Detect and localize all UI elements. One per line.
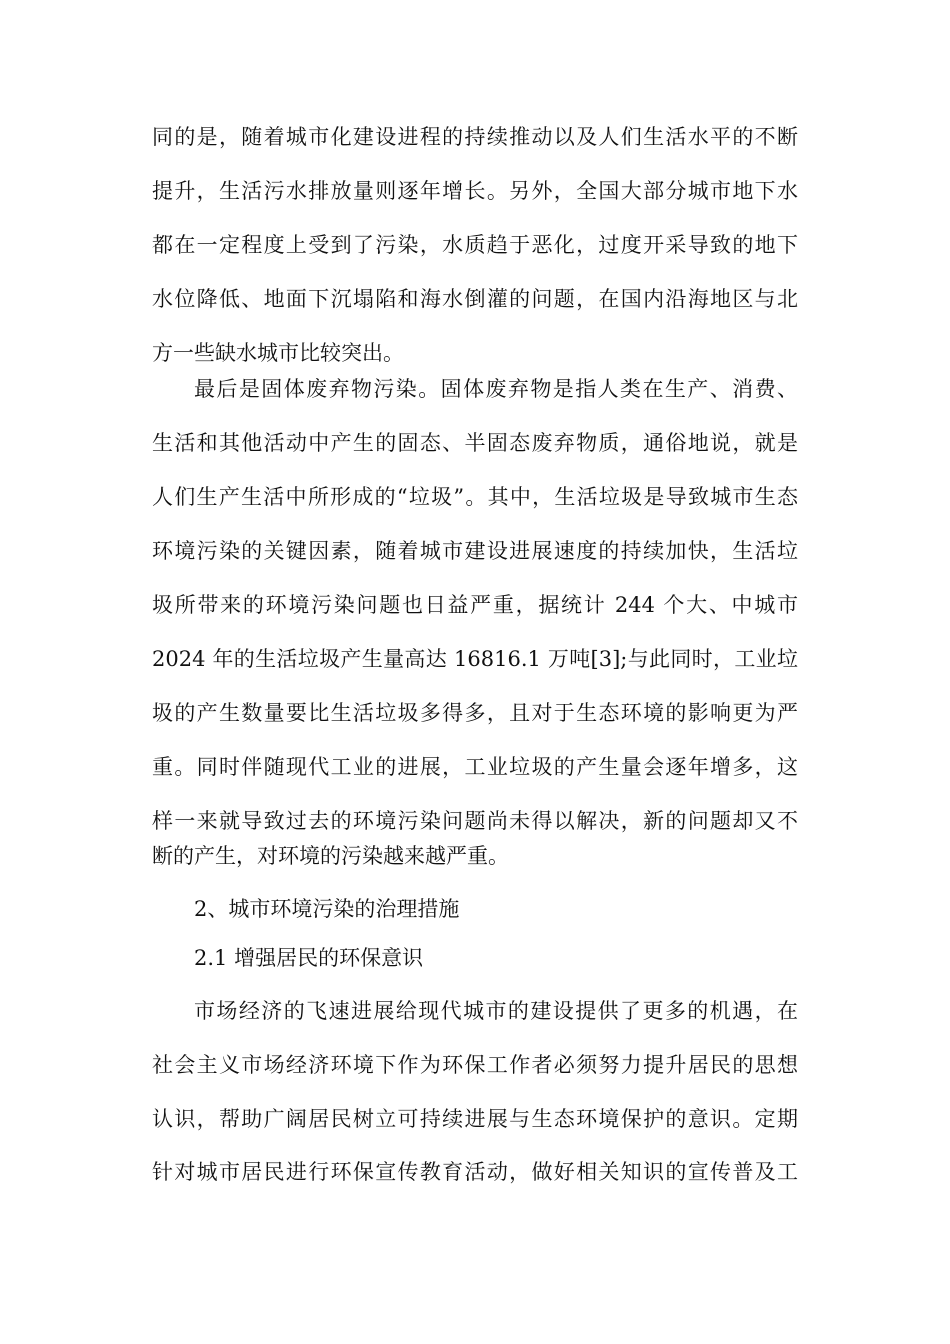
text-line: 社会主义市场经济环境下作为环保工作者必须努力提升居民的思想 (152, 1053, 798, 1077)
subsection-heading: 2.1 增强居民的环保意识 (194, 946, 424, 970)
text-line: 人们生产生活中所形成的“垃圾”。其中，生活垃圾是导致城市生态 (152, 485, 798, 509)
text-line: 水位降低、地面下沉塌陷和海水倒灌的问题，在国内沿海地区与北 (152, 287, 798, 311)
text-line: 断的产生，对环境的污染越来越严重。 (152, 844, 509, 868)
paragraph-first-line: 最后是固体废弃物污染。固体废弃物是指人类在生产、消费、 (194, 377, 798, 401)
text-line: 样一来就导致过去的环境污染问题尚未得以解决，新的问题却又不 (152, 809, 798, 833)
text-line: 针对城市居民进行环保宣传教育活动，做好相关知识的宣传普及工 (152, 1160, 798, 1184)
text-line: 环境污染的关键因素，随着城市建设进展速度的持续加快，生活垃 (152, 539, 798, 563)
text-line: 方一些缺水城市比较突出。 (152, 341, 404, 365)
paragraph-first-line: 市场经济的飞速进展给现代城市的建设提供了更多的机遇，在 (194, 999, 798, 1023)
text-line: 圾的产生数量要比生活垃圾多得多，且对于生态环境的影响更为严 (152, 701, 798, 725)
text-line: 同的是，随着城市化建设进程的持续推动以及人们生活水平的不断 (152, 125, 798, 149)
text-line: 生活和其他活动中产生的固态、半固态废弃物质，通俗地说，就是 (152, 431, 798, 455)
text-line: 重。同时伴随现代工业的进展，工业垃圾的产生量会逐年增多，这 (152, 755, 798, 779)
text-line: 2024 年的生活垃圾产生量高达 16816.1 万吨[3];与此同时，工业垃 (152, 647, 798, 671)
section-heading: 2、城市环境污染的治理措施 (194, 897, 460, 921)
text-line: 提升，生活污水排放量则逐年增长。另外，全国大部分城市地下水 (152, 179, 798, 203)
text-line: 都在一定程度上受到了污染，水质趋于恶化，过度开采导致的地下 (152, 233, 798, 257)
text-line: 圾所带来的环境污染问题也日益严重，据统计 244 个大、中城市 (152, 593, 798, 617)
text-line: 认识，帮助广阔居民树立可持续进展与生态环境保护的意识。定期 (152, 1107, 798, 1131)
